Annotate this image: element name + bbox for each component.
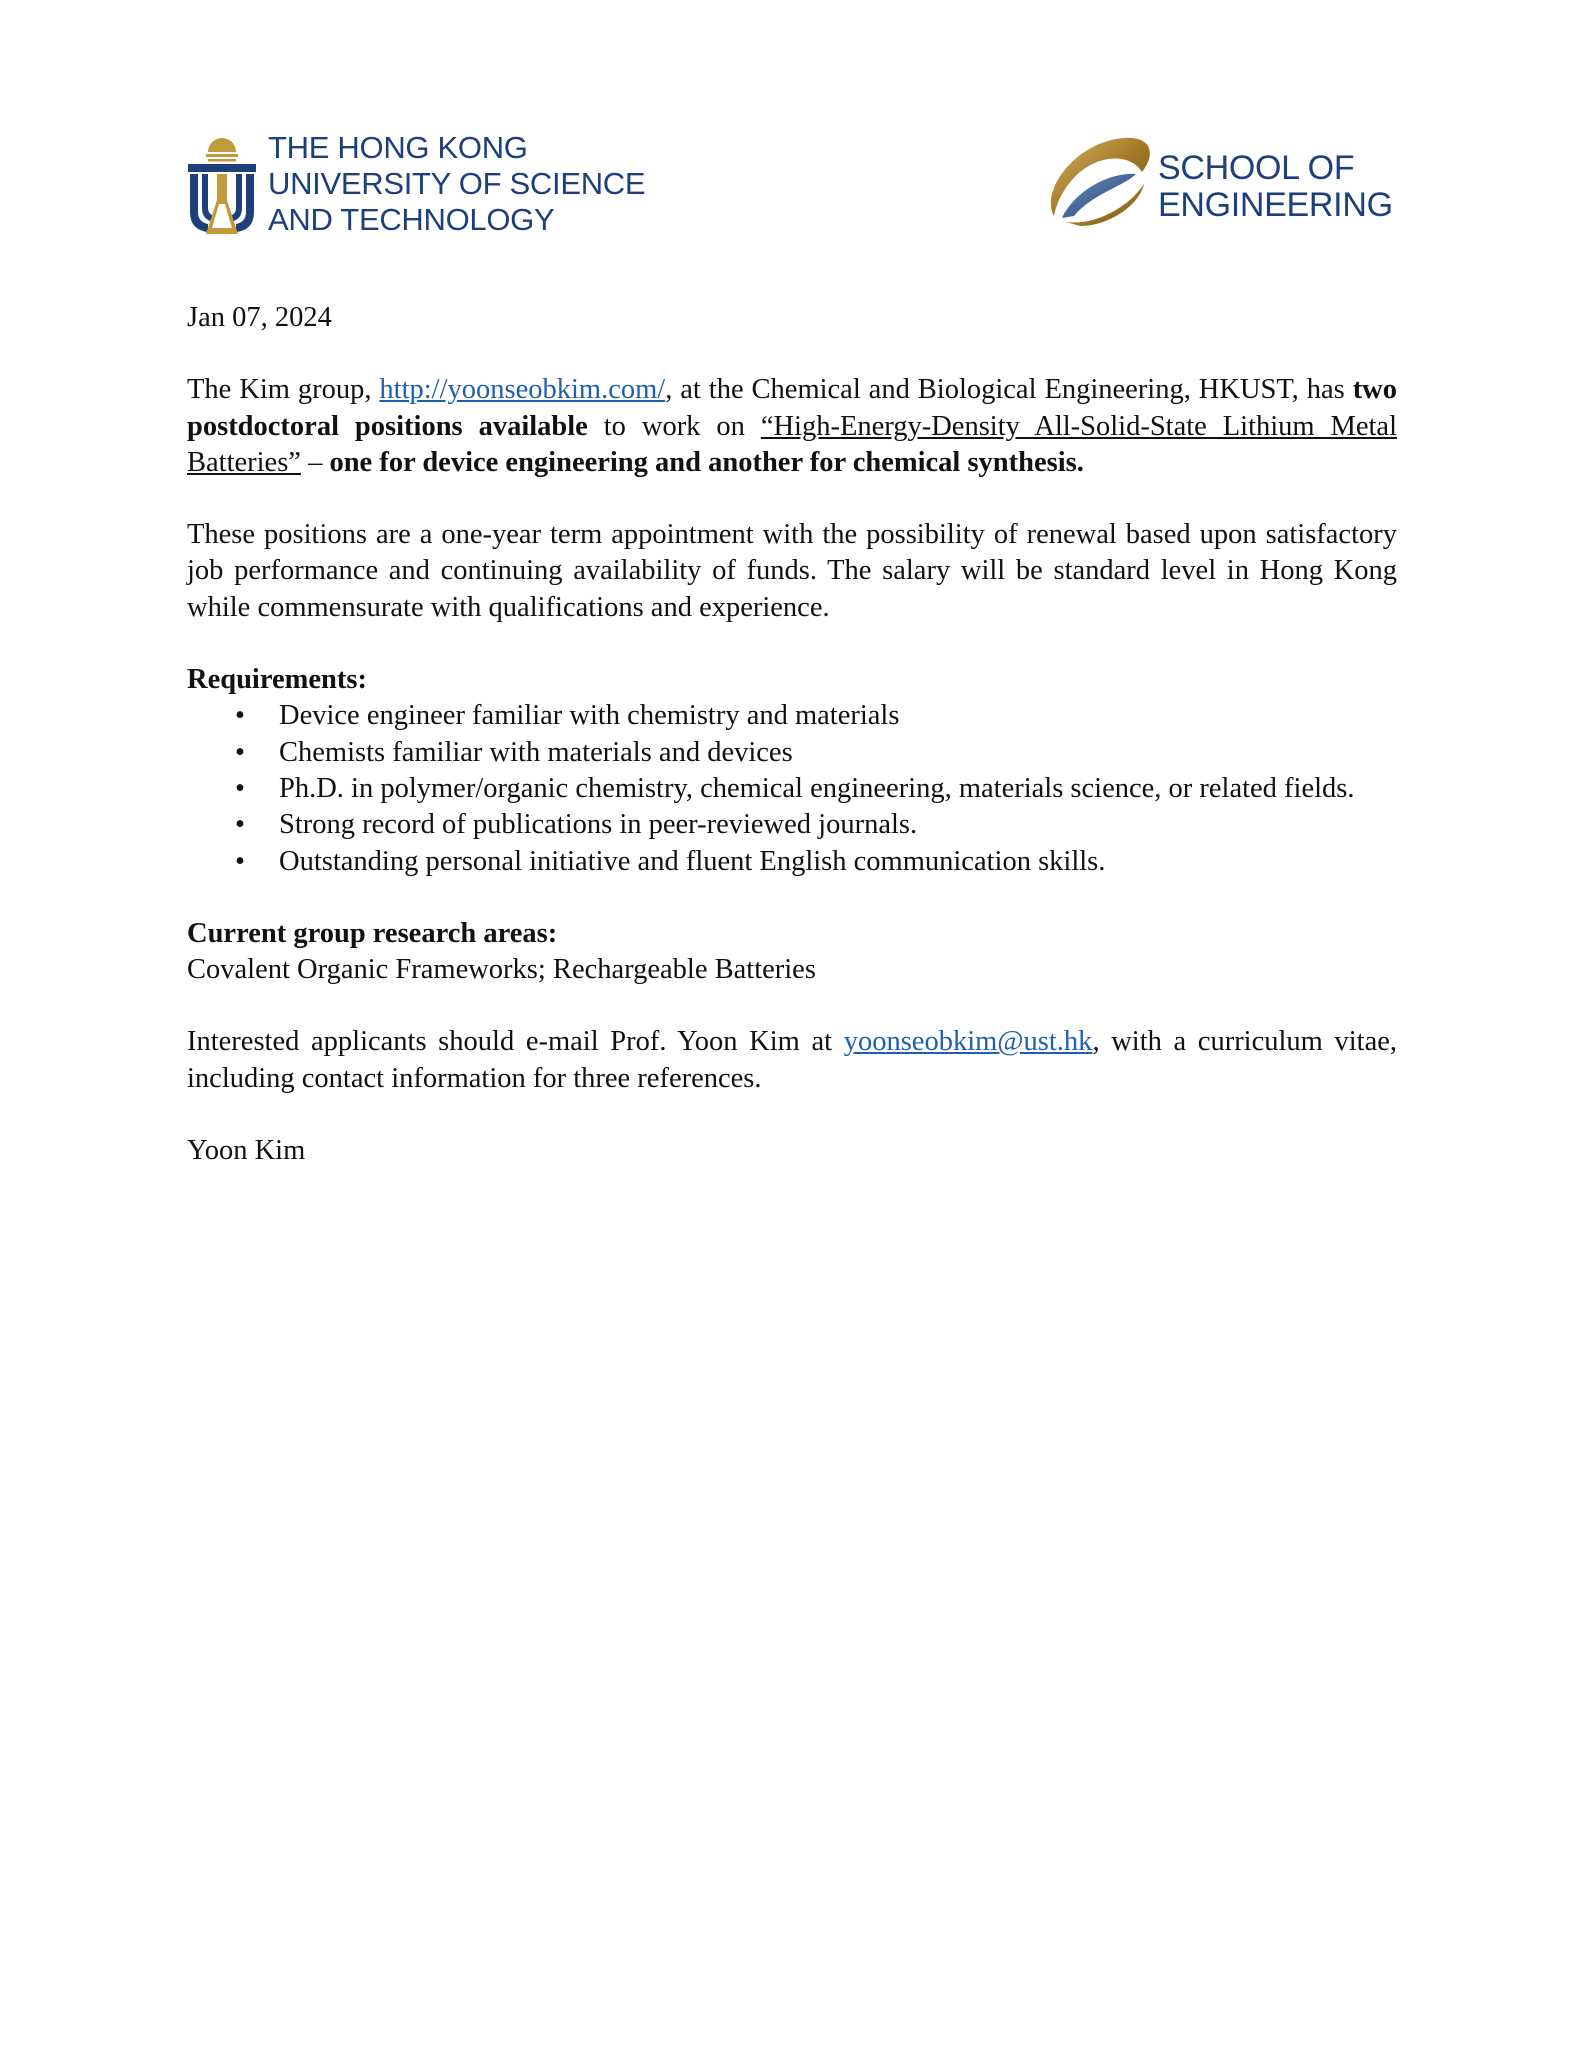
university-name-line-2: UNIVERSITY OF SCIENCE: [268, 166, 646, 201]
project-title: “High-Energy-Density All-Solid-State Lithium Metal Batteries”: [187, 410, 1397, 478]
hkust-logo: [188, 128, 646, 240]
list-item: • Strong record of publications in peer-reviewed journals.: [187, 807, 1397, 843]
bullet-icon: •: [235, 736, 245, 768]
email-link[interactable]: yoonseobkim@ust.hk: [843, 1026, 1093, 1058]
intro-text-1: The Kim group,: [187, 374, 380, 406]
contact-text-1: Interested applicants should e-mail Prof. Yoon Kim at: [187, 1026, 844, 1058]
positions-split-text: one for device engineering and another for chemical synthesis.: [329, 446, 1084, 478]
research-areas: Covalent Organic Frameworks; Rechargeable Batteries: [187, 954, 816, 986]
positions-available-text: two postdoctoral positions available: [187, 374, 1398, 442]
signature: Yoon Kim: [187, 1135, 306, 1167]
letter-body: [187, 300, 1397, 1169]
bullet-icon: •: [235, 809, 245, 841]
intro-paragraph: [187, 372, 1397, 481]
contact-paragraph: [187, 1024, 1397, 1097]
university-name: [268, 130, 645, 238]
contact-text-2: , with a curriculum vitae, including contact information for three references.: [187, 1026, 1397, 1094]
bullet-icon: •: [235, 772, 245, 804]
school-name: [1158, 150, 1393, 224]
school-name-line-2: ENGINEERING: [1158, 186, 1393, 224]
bullet-icon: •: [235, 845, 245, 877]
list-item: • Chemists familiar with materials and devices: [187, 735, 1397, 771]
list-item: • Device engineer familiar with chemistry and materials: [187, 698, 1397, 734]
group-website-link[interactable]: http://yoonseobkim.com/: [379, 374, 666, 406]
hkust-emblem-icon: [188, 130, 256, 238]
letter-date: Jan 07, 2024: [187, 302, 332, 333]
requirements-list: [187, 698, 1397, 879]
requirements-heading: Requirements:: [187, 664, 367, 696]
university-name-line-3: AND TECHNOLOGY: [268, 202, 555, 237]
engineering-swoosh-icon: [1044, 132, 1156, 228]
terms-paragraph: These positions are a one-year term appointment with the possibility of renewal based upon satisfactory job performance and continuing availability of funds. The salary will be standard level in Hong Kong while commensurate with qualifications and experience.: [187, 519, 1397, 623]
school-name-line-1: SCHOOL OF: [1158, 149, 1355, 187]
intro-text-3: to work on: [587, 410, 761, 442]
university-name-line-1: THE HONG KONG: [268, 130, 528, 165]
bullet-icon: •: [235, 700, 245, 732]
list-item: • Ph.D. in polymer/organic chemistry, chemical engineering, materials science, or related fields.: [187, 771, 1397, 807]
list-item: • Outstanding personal initiative and fluent English communication skills.: [187, 844, 1397, 880]
school-of-engineering-logo: [1044, 132, 1404, 232]
research-heading: Current group research areas:: [187, 917, 558, 949]
intro-text-2: , at the Chemical and Biological Engineering, HKUST, has: [665, 374, 1353, 406]
intro-dash: –: [300, 446, 330, 478]
